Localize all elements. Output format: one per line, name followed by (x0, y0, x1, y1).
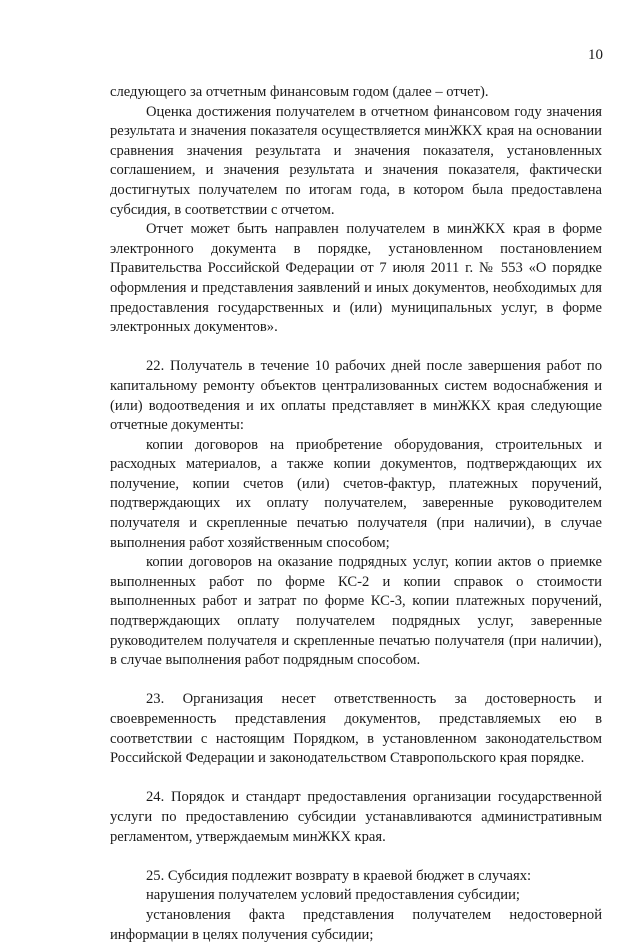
paragraph-clause-22-contract-method: копии договоров на оказание подрядных услуг, копии актов о приемке выполненных работ по форме КС-2 и копии справок о стоимости выполненных работ и затрат по форме КС-3, копии платежных поручений, подтверждающих оплату получателем подрядных услуг, заверенные руководителем получателя и скрепленные печатью получателя (при наличии), в случае выполнения работ подрядным способом. (110, 554, 602, 669)
paragraph-report-continuation: следующего за отчетным финансовым годом (далее – отчет). (110, 84, 489, 100)
paragraph-assessment: Оценка достижения получателем в отчетном финансовом году значения результата и значения показателя осуществляется минЖКХ края на основании сравнения значения результата и значения показателя, установленных соглашением, и значения результата и значения показателя, фактически достигнутых получателем по итогам года, в котором была предоставлена субсидия, в соответствии с отчетом. (110, 103, 602, 218)
paragraph-clause-25-false-info: установления факта представления получателем недостоверной информации в целях получения субсидии; (110, 906, 602, 943)
paragraph-clause-23: 23. Организация несет ответственность за достоверность и своевременность представления документов, представляемых ею в соответствии с настоящим Порядком, в установленном законодательством Российской Федерации и законодательством Ставропольского края порядке. (110, 691, 602, 767)
paragraph-clause-25-violation: нарушения получателем условий предоставления субсидии; (146, 887, 520, 904)
paragraph-clause-24: 24. Порядок и стандарт предоставления организации государственной услуги по предоставлению субсидии устанавливаются административным регламентом, утверждаемым минЖКХ края. (110, 789, 602, 845)
document-body (110, 83, 602, 945)
paragraph-clause-25: 25. Субсидия подлежит возврату в краевой бюджет в случаях: (146, 867, 532, 884)
paragraph-electronic-report: Отчет может быть направлен получателем в минЖКХ края в форме электронного документа в порядке, установленном постановлением Правительства Российской Федерации от 7 июля 2011 г. № 553 «О порядке оформления и представления заявлений и иных документов, необходимых для предоставления государственных и (или) муниципальных услуг, в форме электронных документов». (110, 221, 602, 336)
paragraph-clause-22-economic-method: копии договоров на приобретение оборудования, строительных и расходных материалов, а также копии документов, подтверждающих их получение, копии счетов (или) счетов-фактур, платежных поручений, подтверждающих их оплату получателем, заверенные руководителем получателя и скрепленные печатью получателя (при наличии), в случае выполнения работ хозяйственным способом; (110, 436, 602, 551)
page-number: 10 (588, 47, 603, 63)
paragraph-clause-22: 22. Получатель в течение 10 рабочих дней после завершения работ по капитальному ремонту объектов централизованных систем водоснабжения и (или) водоотведения и их оплаты представляет в минЖКХ края следующие отчетные документы: (110, 358, 602, 434)
